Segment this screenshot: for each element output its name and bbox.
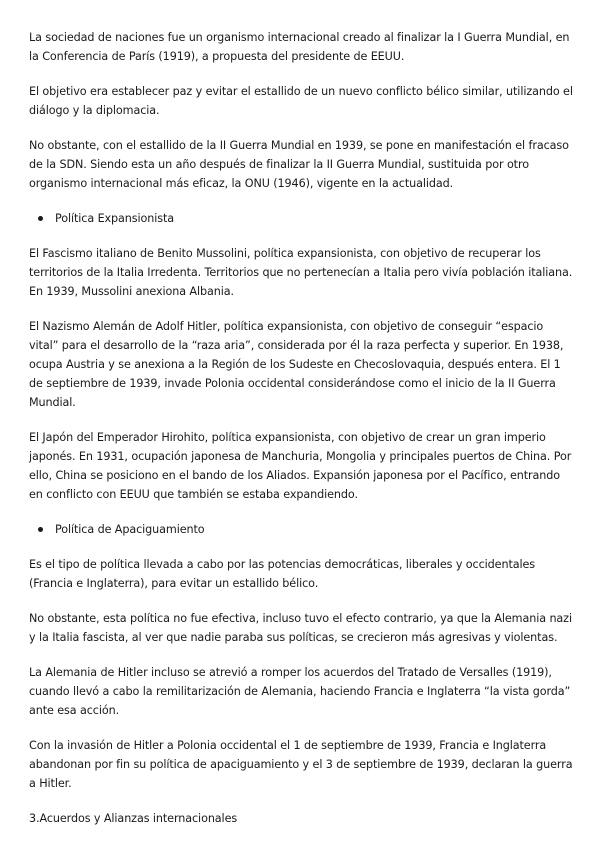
paragraph-sdn-objective: El objetivo era establecer paz y evitar el estallido de un nuevo conflicto bélico similar, utilizando el diálogo y la diplomacia. [29, 85, 573, 117]
section-heading-acuerdos: 3.Acuerdos y Alianzas internacionales [29, 812, 238, 825]
bullet-politica-apaciguamiento [38, 520, 574, 539]
paragraph-sdn-failure: No obstante, con el estallido de la II Guerra Mundial en 1939, se pone en manifestación el fracaso de la SDN. Siendo esta un año después de finalizar la II Guerra Mundial, sustituida por otro organismo internacional más eficaz, la ONU (1946), vigente en la actualidad. [29, 139, 569, 190]
paragraph-apaciguamiento-definicion: Es el tipo de política llevada a cabo por las potencias democráticas, liberales y occidentales (Francia e Inglaterra), para evitar un estallido bélico. [29, 558, 536, 590]
bullet-label: Política Expansionista [55, 212, 175, 225]
paragraph-nazismo-aleman: El Nazismo Alemán de Adolf Hitler, política expansionista, con objetivo de conseguir “espacio vital” para el desarrollo de la “raza aria”, considerada por él la raza perfecta y superior. En 1938, ocupa Austria y se anexiona a la Región de los Sudeste en Checoslovaquia, después entera. El 1 de septiembre de 1939, invade Polonia occidental considerándose como el inicio de la II Guerra Mundial. [29, 320, 564, 409]
paragraph-invasion-polonia: Con la invasión de Hitler a Polonia occidental el 1 de septiembre de 1939, Francia e Inglaterra abandonan por fin su política de apaciguamiento y el 3 de septiembre de 1939, declaran la guerra a Hitler. [29, 739, 573, 790]
paragraph-versalles: La Alemania de Hitler incluso se atrevió a romper los acuerdos del Tratado de Versalles (1919), cuando llevó a cabo la remilitarización de Alemania, haciendo Francia e Inglaterra “la vista gorda” ante esa acción. [29, 666, 571, 717]
bullet-dot-icon [38, 527, 43, 532]
document-body [29, 28, 574, 844]
bullet-dot-icon [38, 216, 43, 221]
paragraph-apaciguamiento-efecto: No obstante, esta política no fue efectiva, incluso tuvo el efecto contrario, ya que la Alemania nazi y la Italia fascista, al ver que nadie paraba sus políticas, se crecieron más agresivas y violentas. [29, 612, 572, 644]
paragraph-japon: El Japón del Emperador Hirohito, política expansionista, con objetivo de crear un gran imperio japonés. En 1931, ocupación japonesa de Manchuria, Mongolia y principales puertos de China. Por ello, China se posiciono en el bando de los Aliados. Expansión japonesa por el Pacífico, entrando en conflicto con EEUU que también se estaba expandiendo. [29, 431, 572, 501]
bullet-label: Política de Apaciguamiento [55, 523, 205, 536]
bullet-politica-expansionista [38, 209, 574, 228]
paragraph-sdn-intro: La sociedad de naciones fue un organismo internacional creado al finalizar la I Guerra Mundial, en la Conferencia de París (1919), a propuesta del presidente de EEUU. [29, 31, 570, 63]
paragraph-fascismo-italiano: El Fascismo italiano de Benito Mussolini, política expansionista, con objetivo de recuperar los territorios de la Italia Irredenta. Territorios que no pertenecían a Italia pero vivía población italiana. En 1939, Mussolini anexiona Albania. [29, 247, 573, 298]
